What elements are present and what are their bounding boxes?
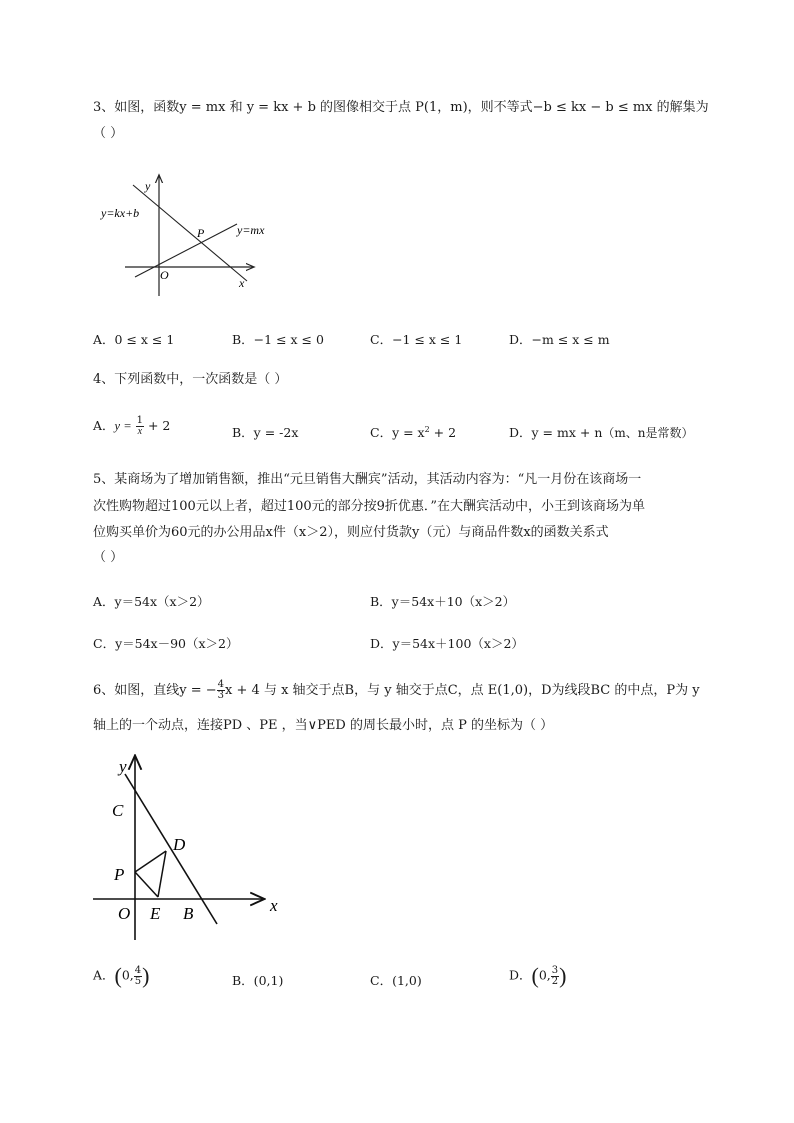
- q3-line-mx-label: y=mx: [237, 223, 265, 237]
- q4-option-a-fraction: [136, 416, 144, 437]
- q3-option-d: D．−m ≤ x ≤ m: [509, 332, 610, 347]
- q4-option-a: [93, 416, 170, 437]
- q4-option-c: [370, 423, 456, 441]
- q4-stem: 4、下列函数中，一次函数是（ ）: [93, 372, 288, 387]
- q6-x-label: x: [270, 896, 278, 915]
- q6-stem-line2: 轴上的一个动点，连接PD 、PE ，当∨PED 的周长最小时，点 P 的坐标为（ ）: [93, 718, 554, 733]
- q4-option-a-lhs: y =: [114, 419, 132, 433]
- q6-segment-pe: [135, 872, 158, 897]
- q5-stem-line2: 次性购物超过100元以上者，超过100元的部分按9折优惠．”在大酬宾活动中，小王到该商场为单: [93, 499, 646, 514]
- q6-y-label: y: [119, 757, 127, 776]
- q6-line-bc: [125, 774, 217, 924]
- q4-option-b: B．y = -2x: [232, 425, 299, 440]
- q6-stem-line1: [93, 680, 700, 701]
- q6-figure: [90, 752, 290, 942]
- q6-option-a-close-paren: ): [142, 963, 150, 988]
- q6-option-d-open-paren: (: [531, 963, 539, 988]
- q6-option-c: C．(1,0): [370, 973, 422, 988]
- q6-option-a-denominator: 5: [134, 975, 142, 987]
- q6-label-e: E: [150, 904, 161, 923]
- q4-option-d-main: D．y = mx + n: [509, 425, 603, 440]
- q3-x-label: x: [239, 276, 245, 290]
- q3-stem: 3、如图，函数y = mx 和 y = kx + b 的图像相交于点 P(1，m)，则不等式−b ≤ kx − b ≤ mx 的解集为: [93, 100, 709, 115]
- q4-option-c-exponent: 2: [424, 424, 430, 434]
- q4-option-a-denominator: x: [137, 426, 143, 437]
- q6-option-d-fraction: [551, 966, 559, 987]
- q3-option-a: A．0 ≤ x ≤ 1: [93, 332, 175, 347]
- q6-option-a-first: 0,: [121, 967, 134, 983]
- q5-stem-line3: 位购买单价为60元的办公用品x件（x＞2），则应付货款y（元）与商品件数x的函数关系式: [93, 525, 609, 540]
- q5-option-b: B．y＝54x＋10（x＞2）: [370, 594, 516, 609]
- q6-option-d-numerator: 3: [551, 964, 559, 976]
- q4-option-a-rest: + 2: [147, 418, 171, 433]
- q3-option-c: C．−1 ≤ x ≤ 1: [370, 332, 463, 347]
- q6-option-b: B．(0,1): [232, 973, 284, 988]
- q6-option-d-prefix: D．: [509, 967, 532, 983]
- q6-slope-denominator: 3: [217, 690, 225, 701]
- q4-option-d: [509, 423, 694, 441]
- q3-y-label: y: [145, 179, 151, 193]
- q3-paren: （ ）: [93, 126, 124, 141]
- q3-point-p-label: P: [197, 226, 205, 240]
- q3-option-b: B．−1 ≤ x ≤ 0: [232, 332, 324, 347]
- q3-figure: [95, 172, 280, 297]
- q5-paren: （ ）: [93, 550, 124, 565]
- q6-stem-line1-b: x + 4 与 x 轴交于点B，与 y 轴交于点C，点 E(1,0)，D为线段BC 的中点，P为 y: [225, 683, 700, 698]
- q6-label-o: O: [118, 904, 131, 923]
- q6-label-c: C: [112, 801, 124, 820]
- q3-line-kxb-label: y=kx+b: [101, 206, 140, 220]
- q6-stem-line1-a: 6、如图，直线y = −: [93, 683, 217, 698]
- q4-option-a-prefix: A．: [93, 418, 115, 433]
- q4-option-c-prefix: C．y = x: [370, 425, 425, 440]
- q4-option-d-note: （m、n是常数）: [602, 426, 694, 440]
- q6-slope-fraction: [217, 680, 225, 701]
- q6-option-a-prefix: A．: [93, 967, 115, 983]
- q6-option-a: [93, 963, 150, 989]
- q4-option-a-numerator: 1: [136, 415, 143, 426]
- q3-line-mx: [135, 224, 237, 277]
- q5-stem-line1: 5、某商场为了增加销售额，推出“元旦销售大酬宾”活动，其活动内容为：“凡一月份在该商场一: [93, 472, 642, 487]
- q6-option-d-first: 0,: [538, 967, 551, 983]
- q6-label-d: D: [173, 835, 186, 854]
- q6-label-p: P: [114, 865, 125, 884]
- q5-option-d: D．y＝54x＋100（x＞2）: [370, 636, 524, 651]
- q6-option-d-denominator: 2: [551, 975, 559, 987]
- q6-option-a-fraction: [134, 966, 142, 987]
- q6-option-d-close-paren: ): [559, 963, 567, 988]
- q6-slope-numerator: 4: [217, 679, 225, 690]
- q5-option-a: A．y＝54x（x＞2）: [93, 594, 210, 609]
- q6-segment-ed: [158, 851, 166, 897]
- q5-option-c: C．y＝54x－90（x＞2）: [93, 636, 239, 651]
- q4-option-c-rest: + 2: [429, 425, 457, 440]
- q6-option-d: [509, 963, 567, 989]
- q6-option-a-open-paren: (: [114, 963, 122, 988]
- q6-option-a-numerator: 4: [134, 964, 142, 976]
- q3-origin-label: O: [160, 268, 169, 282]
- q6-segment-pd: [135, 851, 166, 872]
- q6-label-b: B: [183, 904, 194, 923]
